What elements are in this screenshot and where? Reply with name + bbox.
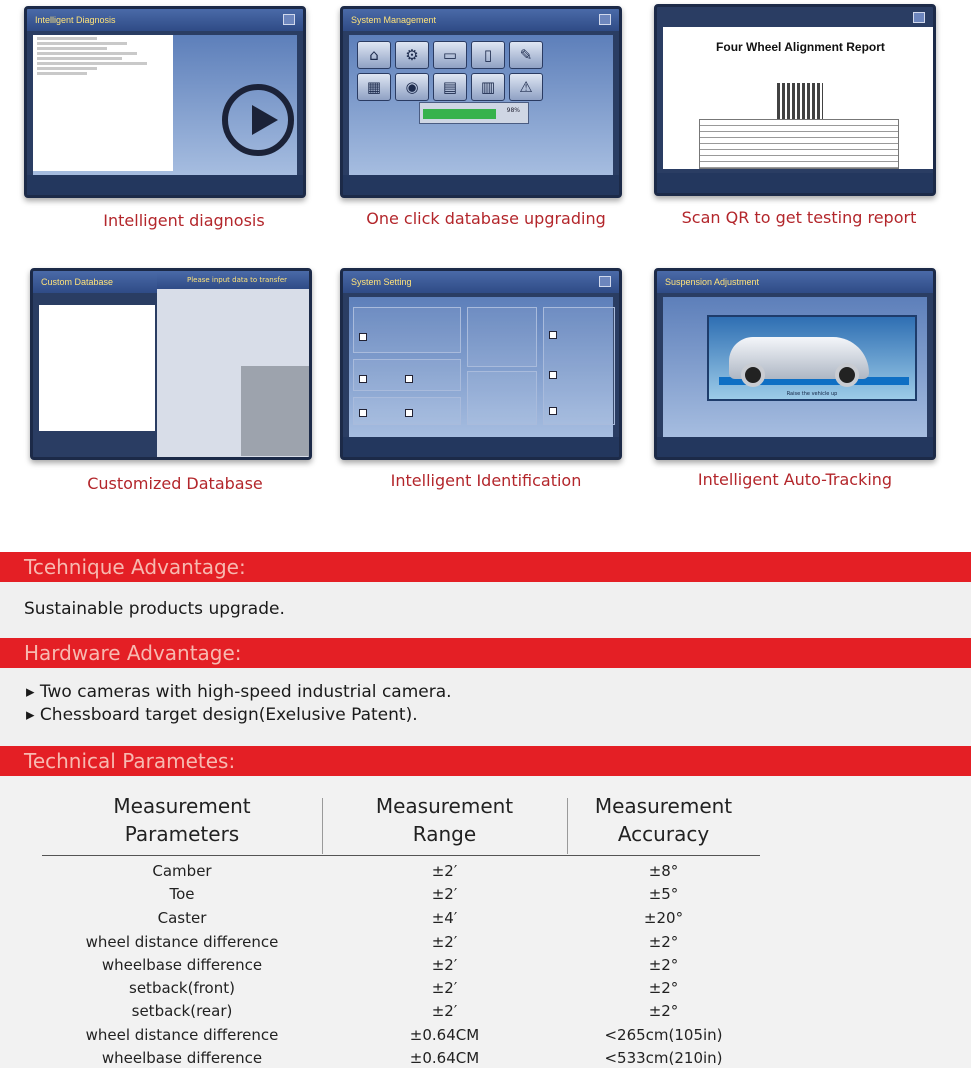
screen-title: System Setting <box>343 271 619 293</box>
camera-icon: ◉ <box>395 73 429 101</box>
header-line: Measurement <box>113 794 251 818</box>
gear-icon: ⚙ <box>395 41 429 69</box>
header-accuracy <box>567 792 760 848</box>
checkbox <box>549 407 557 415</box>
chessboard-icon: ▦ <box>357 73 391 101</box>
cell-accuracy: ±2° <box>648 933 679 951</box>
caption-auto-tracking: Intelligent Auto-Tracking <box>697 470 893 489</box>
cell-parameter: wheelbase difference <box>101 956 263 974</box>
screen-footer <box>657 437 933 457</box>
diagnosis-log <box>33 35 173 171</box>
cell-accuracy: ±20° <box>643 909 684 927</box>
header-line: Measurement <box>594 794 733 818</box>
checkbox <box>359 375 367 383</box>
screen-title: System Management <box>343 9 619 31</box>
warning-icon: ⚠ <box>509 73 543 101</box>
screen-custom-database <box>30 268 312 460</box>
cell-parameter: Toe <box>169 885 195 903</box>
header-line: Accuracy <box>617 822 710 846</box>
monitor-icon: ▭ <box>433 41 467 69</box>
caption-intelligent-identification: Intelligent Identification <box>390 471 582 490</box>
vehicle-stage <box>707 315 917 401</box>
caption-database-upgrading: One click database upgrading <box>366 209 606 228</box>
table-row <box>42 907 760 930</box>
screen-title: Suspension Adjustment <box>657 271 933 293</box>
exit-icon <box>283 14 295 25</box>
input-preview <box>241 366 312 456</box>
wheel-icon <box>835 363 859 387</box>
device-icon: ▯ <box>471 41 505 69</box>
screen-footer <box>657 173 933 193</box>
cell-range: ±0.64CM <box>409 1049 480 1067</box>
screen-footer <box>343 175 619 195</box>
table-row <box>42 1047 760 1070</box>
exit-icon <box>599 276 611 287</box>
checkbox <box>359 333 367 341</box>
hardware-advantage-band <box>0 638 971 668</box>
screen-suspension-adjustment <box>654 268 936 460</box>
technical-heading: Technical Parametes: <box>24 749 236 773</box>
checkbox <box>405 409 413 417</box>
cell-parameter: wheel distance difference <box>85 1026 279 1044</box>
management-icon-grid <box>355 39 555 103</box>
screen-alignment-report <box>654 4 936 196</box>
screen-system-setting <box>340 268 622 460</box>
settings-group <box>353 307 461 353</box>
hardware-panel <box>0 668 971 746</box>
upgrade-progress <box>419 102 529 124</box>
header-parameters <box>42 792 322 848</box>
stage-instruction: Raise the vehicle up <box>786 391 838 397</box>
cell-range: ±2′ <box>431 885 458 903</box>
cell-range: ±2′ <box>431 1002 458 1020</box>
report-table <box>699 119 899 169</box>
software-screenshots <box>0 0 971 530</box>
checkbox <box>405 375 413 383</box>
cell-range: ±0.64CM <box>409 1026 480 1044</box>
cell-accuracy: ±2° <box>648 956 679 974</box>
table-row <box>42 1000 760 1023</box>
technical-parameters-band <box>0 746 971 776</box>
header-rule <box>42 855 760 856</box>
screen-footer <box>27 175 303 195</box>
settings-group <box>467 307 537 367</box>
tool-icon: ✎ <box>509 41 543 69</box>
progress-fill <box>423 109 496 119</box>
database-list <box>39 305 155 431</box>
cell-range: ±2′ <box>431 862 458 880</box>
cell-range: ±2′ <box>431 933 458 951</box>
table-row <box>42 860 760 883</box>
report-page <box>663 27 936 169</box>
header-range <box>322 792 567 848</box>
hardware-heading: Hardware Advantage: <box>24 641 242 665</box>
checkbox <box>549 371 557 379</box>
screen-title: Intelligent Diagnosis <box>27 9 303 31</box>
exit-icon <box>599 14 611 25</box>
cell-range: ±2′ <box>431 979 458 997</box>
technique-text: Sustainable products upgrade. <box>24 599 285 619</box>
cell-parameter: wheel distance difference <box>85 933 279 951</box>
table-row <box>42 977 760 1000</box>
progress-value: 98% <box>506 107 520 114</box>
table-row <box>42 1024 760 1047</box>
screen-footer <box>343 437 619 457</box>
cell-range: ±2′ <box>431 956 458 974</box>
cell-parameter: Caster <box>157 909 207 927</box>
cell-accuracy: <265cm(105in) <box>604 1026 723 1044</box>
technique-advantage-band <box>0 552 971 582</box>
screen-system-management <box>340 6 622 198</box>
table-row <box>42 883 760 906</box>
screen-intelligent-diagnosis <box>24 6 306 198</box>
technique-panel <box>0 582 971 638</box>
caption-intelligent-diagnosis: Intelligent diagnosis <box>103 211 265 230</box>
checkbox <box>359 409 367 417</box>
table-row <box>42 954 760 977</box>
cell-parameter: setback(rear) <box>131 1002 233 1020</box>
technique-heading: Tcehnique Advantage: <box>24 555 246 579</box>
report-title: Four Wheel Alignment Report <box>716 40 885 54</box>
cell-range: ±4′ <box>431 909 458 927</box>
cell-accuracy: ±8° <box>648 862 679 880</box>
settings-group <box>467 371 537 425</box>
column-divider <box>567 798 568 854</box>
header-line: Range <box>412 822 477 846</box>
cell-accuracy: ±5° <box>648 885 679 903</box>
exit-icon <box>913 12 925 23</box>
cell-parameter: Camber <box>152 862 212 880</box>
cell-parameter: setback(front) <box>129 979 235 997</box>
header-line: Measurement <box>375 794 514 818</box>
cell-accuracy: ±2° <box>648 1002 679 1020</box>
column-divider <box>322 798 323 854</box>
checkbox <box>549 331 557 339</box>
caption-customized-database: Customized Database <box>87 474 263 493</box>
home-icon: ⌂ <box>357 41 391 69</box>
database-input-pane <box>157 271 312 459</box>
document-icon: ▤ <box>433 73 467 101</box>
hardware-bullet: ▸ Two cameras with high-speed industrial camera. <box>26 682 452 702</box>
database-list-pane <box>33 271 157 459</box>
table-row <box>42 931 760 954</box>
cell-accuracy: <533cm(210in) <box>604 1049 723 1067</box>
cell-parameter: wheelbase difference <box>101 1049 263 1067</box>
play-icon <box>222 84 294 156</box>
parameters-table <box>0 776 971 1068</box>
header-line: Parameters <box>124 822 240 846</box>
wheel-icon <box>741 363 765 387</box>
hardware-bullet: ▸ Chessboard target design(Exelusive Patent). <box>26 705 418 725</box>
input-header: Please input data to transfer <box>157 271 312 289</box>
caption-scan-qr: Scan QR to get testing report <box>681 208 917 227</box>
cell-accuracy: ±2° <box>648 979 679 997</box>
screen-title: Custom Database <box>33 271 157 293</box>
database-icon: ▥ <box>471 73 505 101</box>
